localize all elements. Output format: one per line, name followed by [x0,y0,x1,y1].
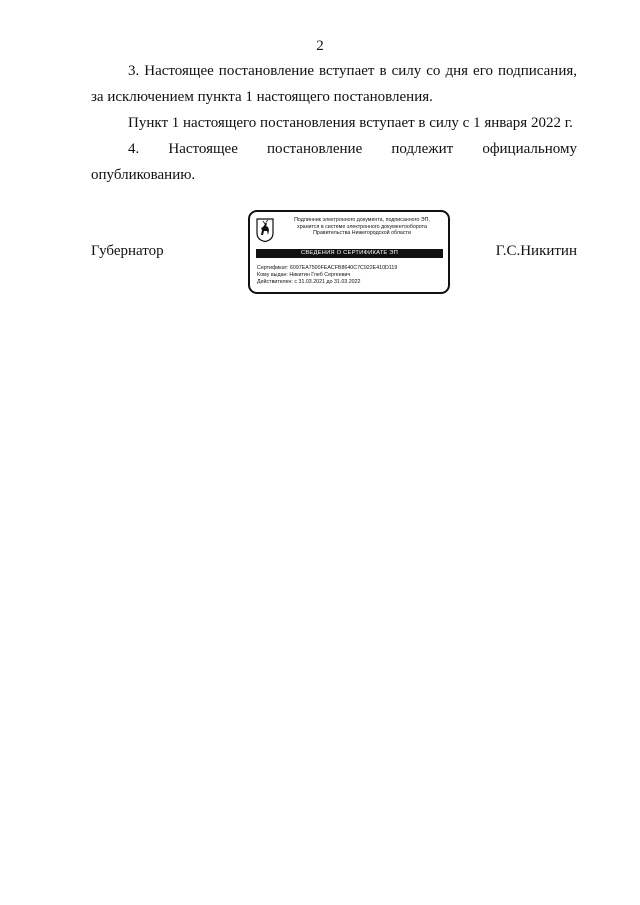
page-number: 2 [316,38,324,54]
electronic-signature-stamp [248,210,450,294]
word: подлежит [391,141,454,157]
paragraph-point-1-date: Пункт 1 настоящего постановления вступает в силу с 1 января 2022 г. [128,115,573,131]
stamp-header-line: Правительства Нижегородской области [313,230,411,237]
paragraph-publication-tail: опубликованию. [91,167,196,183]
signatory-position: Губернатор [91,243,164,259]
stamp-details [257,265,445,286]
signatory-name: Г.С.Никитин [495,243,577,259]
nizhny-novgorod-deer-emblem-icon [256,218,274,242]
paragraph-effective-date: 3. Настоящее постановление вступает в силу со дня его подписания, за исключением пункта 1 настоящего постановления. [91,63,577,105]
word: постановление [267,141,363,157]
word: 4. [128,141,140,157]
stamp-valid-period: Действителен: с 31.03.2021 до 31.03.2022 [257,279,361,285]
word: официальному [482,141,577,157]
paragraph-publication-first-line [91,136,577,162]
stamp-issued-to: Кому выдан: Никитин Глеб Сергеевич [257,272,351,278]
stamp-header-line: Подлинник электронного документа, подписанного ЭП, [294,217,430,223]
stamp-header [277,217,447,237]
stamp-certificate: Сертификат: 6097EA7500FEACFB8640C7C922E410D119 [257,265,398,271]
word: Настоящее [168,141,238,157]
paragraph-publication [91,136,577,188]
stamp-banner: СВЕДЕНИЯ О СЕРТИФИКАТЕ ЭП [256,249,443,258]
stamp-header-line: хранится в системе электронного документооборота [297,223,427,230]
